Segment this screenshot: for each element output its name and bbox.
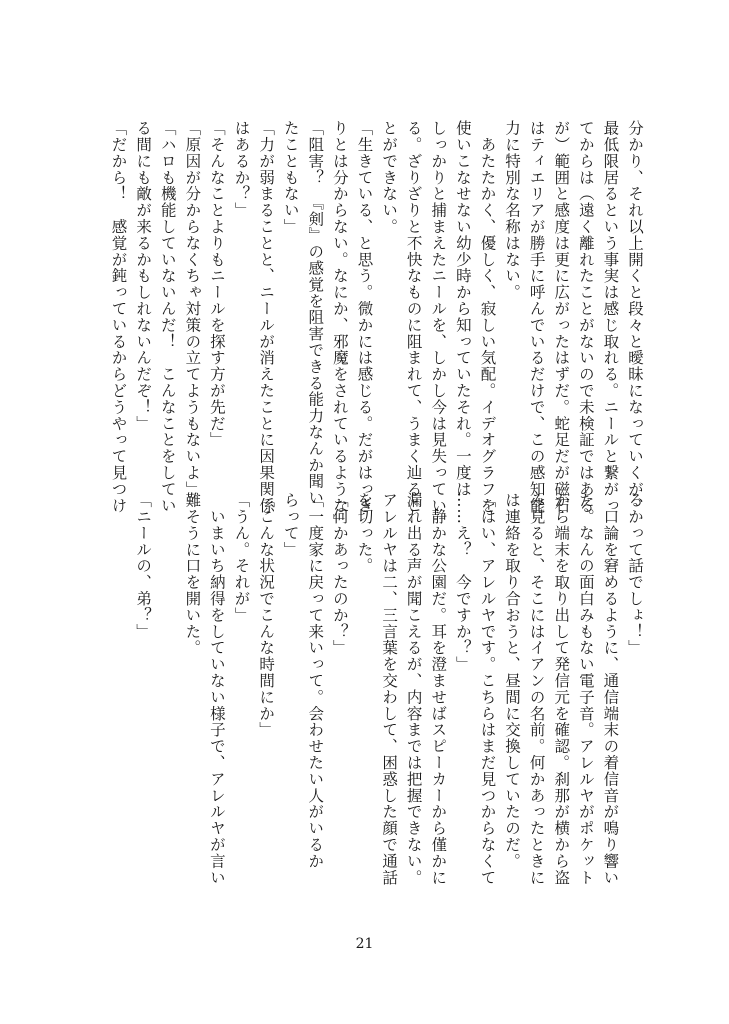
text-line: 「そんなことよりもニールを探す方が先だ」 [207, 120, 226, 448]
text-line: 「ハロも機能していないんだ！ こんなことをしてい [158, 120, 177, 514]
text-line: 静かな公園だ。耳を澄ませばスピーカーから僅かに [429, 492, 448, 886]
text-line: とができない。 [380, 120, 399, 235]
text-line: はティエリアが勝手に呼んでいるだけで、この感知能 [527, 120, 546, 514]
text-line: 力に特別な名称はない。 [503, 120, 522, 301]
text-line: ……え？ 今ですか？」 [453, 492, 472, 673]
text-line: を切った。 [355, 492, 374, 574]
text-line: 使いこなせない幼少時から知っていたそれ。一度は [453, 120, 472, 498]
text-line: たこともない」 [281, 120, 300, 235]
text-line: 難そうに口を開いた。 [183, 492, 202, 656]
text-line: 「はい、アレルヤです。こちらはまだ見つからなくて [478, 492, 497, 886]
text-line: た。なんの面白みもない電子音。アレルヤがポケット [576, 492, 595, 886]
text-line: はあるか？」 [232, 120, 251, 219]
text-line: から端末を取り出して発信元を確認。刹那が横から盗 [552, 492, 571, 886]
text-line: しっかりと捕まえたニールを、しかし今は見失ってい [429, 120, 448, 514]
text-line: み見ると、そこにはイアンの名前。何かあったときに [527, 492, 546, 886]
text-line: 「だから！ 感覚が鈍っているからどうやって見つけ [109, 120, 128, 514]
text-line: 「生きている、と思う。微かには感じる。だがはっき [355, 120, 374, 514]
text-line: りとは分からない。なにか、邪魔をされているような」 [330, 120, 349, 530]
page-number: 21 [355, 936, 374, 952]
text-line: 「こんな状況でこんな時間にか」 [257, 492, 276, 738]
text-line: るかって話でしょ！」 [626, 492, 644, 656]
text-line: 「何かあったのか？」 [330, 492, 349, 656]
text-line: 「力が弱まることと、ニールが消えたことに因果関係 [257, 120, 276, 514]
text-line: 「一度家に戻って来いって。会わせたい人がいるか [306, 492, 325, 870]
text-line: いまいち納得をしていない様子で、アレルヤが言い [207, 492, 226, 886]
text-line: てからは（遠く離れたことがないので未検証ではある [576, 120, 595, 514]
text-line: 最低限居るという事実は感じ取れる。ニールと繋がっ [601, 120, 620, 514]
text-line: は連絡を取り合おうと、昼間に交換していたのだ。 [503, 492, 522, 870]
text-line: 口論を窘めるように、通信端末の着信音が鳴り響い [601, 492, 620, 886]
text-line: る。ざりざりと不快なものに阻まれて、うまく辿るこ [404, 120, 423, 514]
text-line: 「阻害？ 『剣』の感覚を阻害できる能力なんか聞い [306, 120, 325, 506]
text-line: が）範囲と感度は更に広がったはずだ。蛇足だが磁石 [552, 120, 571, 514]
text-block-lower [107, 492, 647, 886]
text-line: 漏れ出る声が聞こえるが、内容までは把握できない。 [404, 492, 423, 886]
text-line: 「原因が分からなくちゃ対策の立てようもないよ」 [183, 120, 202, 498]
text-line: らって」 [281, 492, 300, 558]
text-line: アレルヤは二、三言葉を交わして、困惑した顔で通話 [380, 492, 399, 886]
text-line: 「ニールの、弟？」 [134, 492, 153, 640]
text-line: る間にも敵が来るかもしれないんだぞ！」 [134, 120, 153, 432]
text-line: 分かり、それ以上開くと段々と曖昧になっていくが、 [626, 120, 644, 514]
text-line: 「うん。それが」 [232, 492, 251, 624]
text-line: あたたかく、優しく、寂しい気配。イデオグラフを [478, 120, 497, 514]
text-line [155, 492, 180, 792]
